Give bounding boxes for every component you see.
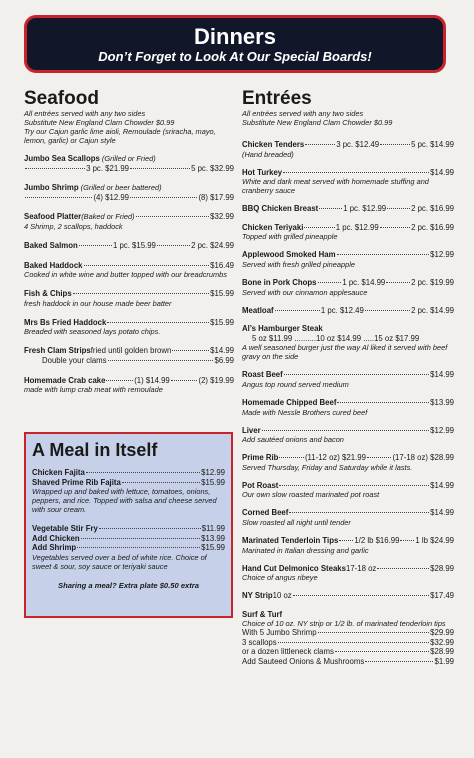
- item-price: $12.99: [201, 468, 225, 477]
- menu-item: [24, 346, 234, 365]
- leader-dots: [279, 485, 429, 486]
- item-name: Meatloaf: [242, 305, 274, 315]
- item-name: Al’s Hamburger Steak: [242, 324, 323, 334]
- item-name: Vegetable Stir Fry: [32, 524, 98, 534]
- item-price: 5 pc. $32.99: [191, 163, 234, 173]
- item-price: $32.99: [430, 637, 454, 647]
- item-description: made with lump crab meat with remoulade: [24, 385, 163, 395]
- leader-dots: [278, 642, 429, 643]
- item-description: Cooked in white wine and butter topped with our breadcrumbs: [24, 270, 227, 280]
- item-price: $28.99: [430, 563, 454, 573]
- entrees-section: [242, 88, 454, 667]
- leader-dots: [99, 528, 201, 529]
- leader-dots: [337, 402, 429, 403]
- item-price: (2) $19.99: [198, 375, 235, 385]
- item-name: Marinated Tenderloin Tips: [242, 535, 339, 545]
- leader-dots: [367, 457, 392, 458]
- banner-title: Dinners: [194, 24, 276, 49]
- leader-dots: [365, 310, 410, 311]
- item-description: Vegetables served over a bed of white rice. Choice of sweet & sour, soy sauce or teriyaki sauce: [32, 552, 207, 571]
- item-description: Served with fresh grilled pineapple: [242, 259, 355, 269]
- item-name: Liver: [242, 425, 261, 435]
- menu-item: [242, 168, 454, 196]
- leader-dots: [25, 168, 85, 169]
- item-name: Applewood Smoked Ham: [242, 250, 336, 260]
- item-name: Seafood Platter: [24, 212, 82, 222]
- item-price: $14.99: [430, 167, 454, 177]
- item-description: fresh haddock in our house made beer batter: [24, 298, 172, 308]
- item-modifier: fried until golden brown: [90, 346, 172, 356]
- item-price: 1 pc. $12.49: [320, 305, 364, 315]
- item-name: Chicken Fajita: [32, 468, 85, 477]
- menu-item: [242, 591, 454, 601]
- leader-dots: [386, 282, 410, 283]
- leader-dots: [365, 661, 433, 662]
- item-name: Homemade Crab cake: [24, 375, 106, 385]
- item-price: $17.49: [430, 591, 454, 601]
- item-name: Chicken Tenders: [242, 140, 305, 149]
- item-name: Mrs Bs Fried Haddock: [24, 317, 107, 327]
- item-option: With 5 Jumbo Shrimp: [242, 628, 317, 638]
- leader-dots: [318, 632, 430, 633]
- menu-item: [242, 278, 454, 297]
- item-description: Choice of 10 oz. NY strip or 1/2 lb. of marinated tenderloin tips: [242, 619, 446, 629]
- leader-dots: [79, 245, 112, 246]
- menu-item: [242, 223, 454, 242]
- item-name: Homemade Chipped Beef: [242, 397, 337, 407]
- item-price: 1 pc. $12.99: [343, 204, 387, 214]
- item-price: 2 pc. $14.99: [411, 305, 455, 315]
- seafood-note: All entrées served with any two sides: [24, 109, 146, 118]
- menu-item: [242, 536, 454, 555]
- item-description: Breaded with seasoned lays potato chips.: [24, 327, 161, 337]
- item-description: Served Thursday, Friday and Saturday while it lasts.: [242, 462, 413, 472]
- leader-dots: [339, 540, 353, 541]
- banner-subtitle: Don’t Forget to Look At Our Special Boards!: [98, 49, 372, 64]
- leader-dots: [130, 197, 197, 198]
- leader-dots: [157, 245, 190, 246]
- menu-item: [242, 324, 454, 361]
- item-description: Add sautéed onions and bacon: [242, 435, 344, 445]
- entrees-note: Substitute New England Clam Chowder $0.99: [242, 118, 393, 127]
- seafood-note: Substitute New England Clam Chowder $0.99: [24, 118, 175, 127]
- item-name: Corned Beef: [242, 508, 289, 518]
- leader-dots: [130, 168, 190, 169]
- leader-dots: [108, 360, 214, 361]
- menu-item: [24, 261, 234, 280]
- menu-item: [242, 508, 454, 527]
- leader-dots: [387, 208, 410, 209]
- item-description: Our own slow roasted marinated pot roast: [242, 490, 380, 500]
- item-description: Served with our cinnamon applesauce: [242, 287, 368, 297]
- item-price: $13.99: [430, 397, 454, 407]
- leader-dots: [77, 547, 200, 548]
- leader-dots: [380, 144, 410, 145]
- item-price: $29.99: [430, 628, 454, 638]
- item-price: 1 pc. $14.99: [342, 277, 386, 287]
- item-price: 5 pc. $14.99: [411, 140, 454, 149]
- meal-in-itself-box: [24, 432, 233, 618]
- leader-dots: [318, 282, 342, 283]
- leader-dots: [171, 380, 198, 381]
- item-name: BBQ Chicken Breast: [242, 204, 319, 214]
- item-name: Baked Haddock: [24, 260, 83, 270]
- leader-dots: [279, 457, 304, 458]
- item-name: Surf & Turf: [242, 609, 283, 619]
- menu-item: [24, 183, 234, 202]
- item-description: Slow roasted all night until tender: [242, 517, 351, 527]
- item-price: 1 pc. $12.99: [335, 222, 379, 232]
- item-option: Add Sauteed Onions & Mushrooms: [242, 657, 365, 667]
- leader-dots: [81, 538, 200, 539]
- item-price: $14.99: [430, 370, 454, 380]
- item-name: Jumbo Sea Scallops: [24, 154, 100, 163]
- item-price: $15.99: [201, 543, 225, 553]
- item-price: $12.99: [430, 250, 454, 260]
- item-price: (4) $12.99: [93, 192, 129, 202]
- item-option: Double your clams: [42, 355, 107, 365]
- item-price: $15.99: [201, 477, 225, 487]
- item-modifier: (Baked or Fried): [81, 212, 135, 222]
- item-price: $14.99: [210, 346, 234, 356]
- leader-dots: [289, 512, 429, 513]
- item-price: (1) $14.99: [134, 375, 170, 385]
- item-price: $1.99: [434, 657, 454, 667]
- item-name: Fresh Clam Strips: [24, 346, 91, 356]
- leader-dots: [25, 197, 92, 198]
- item-price: (17-18 oz) $28.99: [392, 453, 455, 463]
- item-description: Marinated in Italian dressing and garlic: [242, 545, 369, 555]
- menu-item: [24, 212, 234, 231]
- leader-dots: [106, 380, 133, 381]
- item-description: 4 Shrimp, 2 scallops, haddock: [24, 221, 123, 231]
- item-price: $11.99: [201, 524, 225, 534]
- item-price: $28.99: [430, 647, 454, 657]
- share-note: Sharing a meal? Extra plate $0.50 extra: [58, 580, 199, 590]
- item-description: A well seasoned burger just the way Al liked it served with beef gravy on the side: [242, 343, 448, 362]
- item-description: Topped with grilled pineapple: [242, 232, 338, 242]
- leader-dots: [262, 430, 430, 431]
- item-price: $15.99: [210, 317, 234, 327]
- menu-item: [242, 398, 454, 417]
- menu-item: [242, 481, 454, 500]
- leader-dots: [84, 265, 210, 266]
- menu-item: [242, 204, 454, 214]
- item-price: $14.99: [430, 480, 454, 490]
- menu-item: [32, 524, 225, 571]
- item-name: Pot Roast: [242, 480, 279, 490]
- menu-item: [242, 306, 454, 316]
- item-name: Bone in Pork Chops: [242, 277, 317, 287]
- item-option: or a dozen littleneck clams: [242, 647, 334, 657]
- item-price: (8) $17.99: [198, 192, 234, 202]
- leader-dots: [86, 472, 200, 473]
- leader-dots: [284, 374, 429, 375]
- item-price: 1 lb $24.99: [415, 535, 455, 545]
- menu-item: [32, 468, 225, 514]
- item-name: Baked Salmon: [24, 240, 78, 250]
- leader-dots: [377, 568, 429, 569]
- item-description: (Hand breaded): [242, 149, 294, 159]
- item-modifier: (Grilled or beer battered): [78, 183, 162, 193]
- item-price: 3 pc. $21.99: [86, 163, 129, 173]
- item-description: Angus top round served medium: [242, 379, 349, 389]
- leader-dots: [275, 310, 320, 311]
- leader-dots: [380, 227, 410, 228]
- item-name: Hand Cut Delmonico Steaks: [242, 563, 346, 573]
- item-name: Hot Turkey: [242, 167, 283, 177]
- leader-dots: [304, 227, 334, 228]
- item-price: 2 pc. $16.99: [411, 222, 454, 232]
- item-modifier: 17-18 oz: [345, 563, 377, 573]
- item-price: $12.99: [430, 425, 454, 435]
- menu-item: [242, 250, 454, 269]
- leader-dots: [172, 350, 209, 351]
- item-name: NY Strip: [242, 591, 273, 601]
- item-price: 2 pc. $24.99: [191, 240, 235, 250]
- item-description: Choice of angus ribeye: [242, 573, 318, 583]
- item-price: 2 pc. $16.99: [411, 204, 455, 214]
- item-description: White and dark meat served with homemade stuffing and cranberry sauce: [242, 177, 429, 196]
- item-modifier: (Grilled or Fried): [99, 154, 156, 163]
- leader-dots: [283, 172, 429, 173]
- entrees-heading: Entrées: [242, 88, 312, 109]
- menu-item: [242, 140, 454, 159]
- menu-item: [24, 154, 234, 173]
- item-description: Made with Nessle Brothers cured beef: [242, 407, 368, 417]
- seafood-section: [24, 88, 234, 394]
- menu-item: [242, 370, 454, 389]
- leader-dots: [73, 293, 209, 294]
- menu-item: [242, 453, 454, 472]
- leader-dots: [293, 595, 429, 596]
- item-name: Shaved Prime Rib Fajita: [32, 477, 121, 487]
- item-price: $13.99: [201, 533, 225, 543]
- leader-dots: [136, 216, 210, 217]
- leader-dots: [319, 208, 342, 209]
- leader-dots: [107, 322, 209, 323]
- item-price: (11-12 oz) $21.99: [304, 453, 366, 463]
- item-name: Prime Rib: [242, 453, 279, 463]
- meal-heading: A Meal in Itself: [32, 440, 158, 460]
- item-name: Fish & Chips: [24, 289, 72, 299]
- leader-dots: [337, 254, 430, 255]
- item-name: Roast Beef: [242, 370, 283, 380]
- item-price: $15.99: [210, 289, 234, 299]
- menu-item: [24, 241, 234, 251]
- menu-item: [24, 318, 234, 337]
- item-price: $16.49: [210, 260, 234, 270]
- item-description: Wrapped up and baked with lettuce, tomatoes, onions, peppers, and rice. Topped with salsa and cheese served with sour cream.: [32, 487, 217, 515]
- leader-dots: [400, 540, 414, 541]
- item-price: $14.99: [430, 508, 454, 518]
- item-name: Chicken Teriyaki: [242, 222, 304, 232]
- menu-item: [24, 376, 234, 395]
- item-name: Jumbo Shrimp: [24, 183, 79, 193]
- item-option: 3 scallops: [242, 637, 277, 647]
- item-price: 1 pc. $15.99: [112, 240, 156, 250]
- item-price: $32.99: [210, 212, 234, 222]
- menu-item: [242, 564, 454, 583]
- entrees-note: All entrées served with any two sides: [242, 109, 364, 118]
- item-modifier: 10 oz: [272, 591, 292, 601]
- item-price: 2 pc. $19.99: [411, 277, 455, 287]
- item-price-options: 5 oz $11.99 ..........10 oz $14.99 .....15 oz $17.99: [252, 333, 420, 343]
- item-name: Add Chicken: [32, 533, 80, 543]
- menu-item: [242, 426, 454, 445]
- seafood-note: Try our Cajun garlic lime aioli, Remoulade (sriracha, mayo, lemon, garlic) or Cajun style: [24, 127, 216, 145]
- item-price: 3 pc. $12.49: [336, 140, 380, 149]
- surf-and-turf: [242, 610, 454, 667]
- item-name: Add Shrimp: [32, 543, 77, 553]
- leader-dots: [335, 651, 429, 652]
- item-price: 1/2 lb $16.99: [354, 535, 400, 545]
- dinners-banner: [24, 15, 446, 73]
- seafood-heading: Seafood: [24, 88, 99, 109]
- item-price: $6.99: [214, 355, 234, 365]
- leader-dots: [122, 482, 200, 483]
- leader-dots: [305, 144, 335, 145]
- menu-item: [24, 289, 234, 308]
